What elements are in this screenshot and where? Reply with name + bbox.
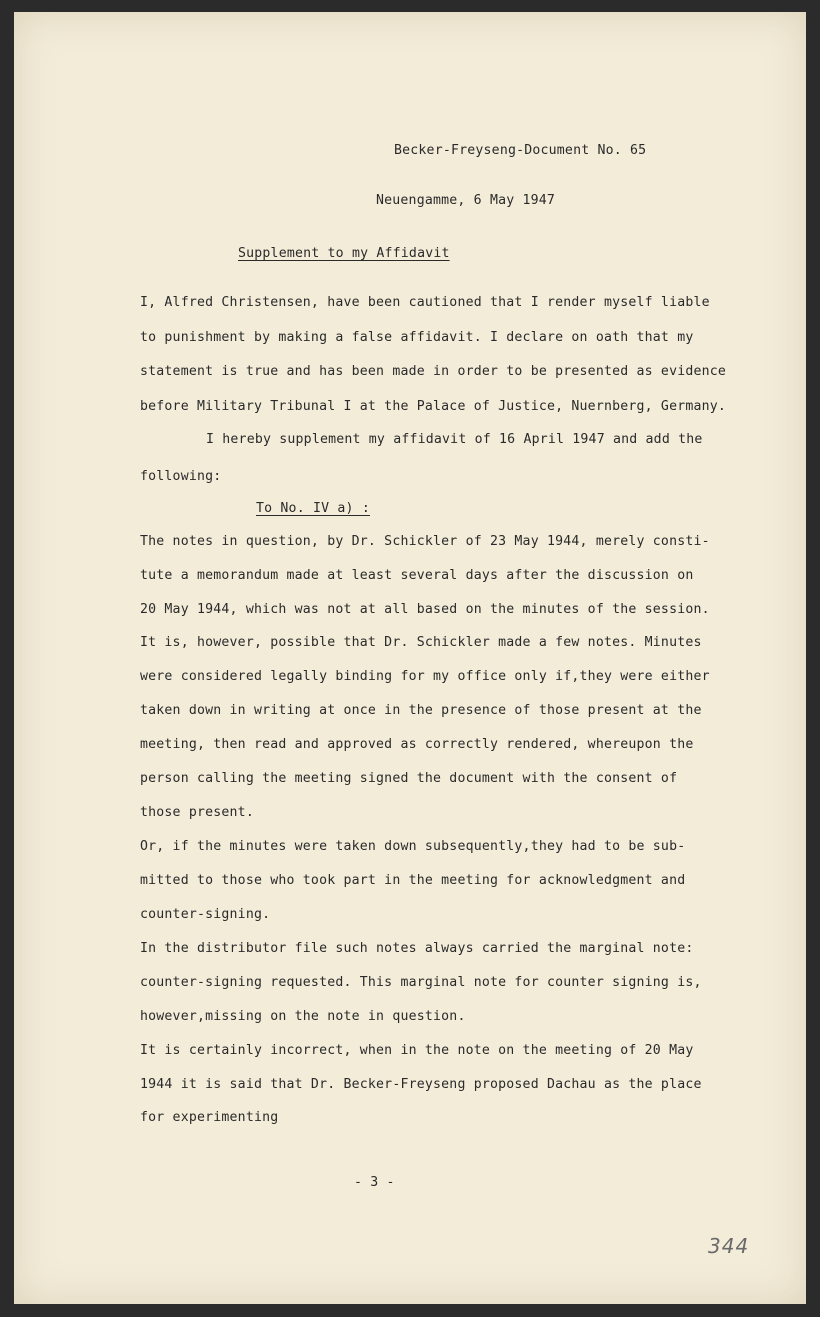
text-line: meeting, then read and approved as correctly rendered, whereupon the bbox=[140, 737, 694, 752]
text-line: Or, if the minutes were taken down subsequently,they had to be sub- bbox=[140, 839, 686, 854]
text-line: before Military Tribunal I at the Palace of Justice, Nuernberg, Germany. bbox=[140, 399, 727, 414]
document-reference: Becker-Freyseng-Document No. 65 bbox=[394, 143, 647, 158]
text-line: statement is true and has been made in order to be presented as evidence bbox=[140, 364, 727, 379]
text-line: were considered legally binding for my office only if,they were either bbox=[140, 669, 710, 684]
text-line: 1944 it is said that Dr. Becker-Freyseng proposed Dachau as the place bbox=[140, 1077, 702, 1092]
page-number: - 3 - bbox=[354, 1175, 395, 1190]
text-line: taken down in writing at once in the presence of those present at the bbox=[140, 703, 702, 718]
text-line: following: bbox=[140, 469, 222, 484]
handwritten-page-number: 344 bbox=[708, 1234, 750, 1258]
text-line: person calling the meeting signed the document with the consent of bbox=[140, 771, 678, 786]
text-line: for experimenting bbox=[140, 1110, 279, 1125]
text-line: 20 May 1944, which was not at all based on the minutes of the session. bbox=[140, 602, 710, 617]
text-line: tute a memorandum made at least several days after the discussion on bbox=[140, 568, 694, 583]
text-line: however,missing on the note in question. bbox=[140, 1009, 466, 1024]
text-line: The notes in question, by Dr. Schickler of 23 May 1944, merely consti- bbox=[140, 534, 710, 549]
text-line: to punishment by making a false affidavit. I declare on oath that my bbox=[140, 330, 694, 345]
text-line: It is certainly incorrect, when in the note on the meeting of 20 May bbox=[140, 1043, 694, 1058]
text-line: I hereby supplement my affidavit of 16 April 1947 and add the bbox=[206, 432, 703, 447]
text-line: those present. bbox=[140, 805, 254, 820]
text-line: counter-signing requested. This marginal note for counter signing is, bbox=[140, 975, 702, 990]
text-line: I, Alfred Christensen, have been cautioned that I render myself liable bbox=[140, 295, 710, 310]
section-heading: To No. IV a) : bbox=[256, 501, 370, 516]
document-page bbox=[14, 12, 806, 1304]
text-line: mitted to those who took part in the meeting for acknowledgment and bbox=[140, 873, 686, 888]
document-title: Supplement to my Affidavit bbox=[238, 246, 450, 261]
text-line: counter-signing. bbox=[140, 907, 271, 922]
text-line: In the distributor file such notes always carried the marginal note: bbox=[140, 941, 694, 956]
text-line: It is, however, possible that Dr. Schickler made a few notes. Minutes bbox=[140, 635, 702, 650]
place-date: Neuengamme, 6 May 1947 bbox=[376, 193, 556, 208]
